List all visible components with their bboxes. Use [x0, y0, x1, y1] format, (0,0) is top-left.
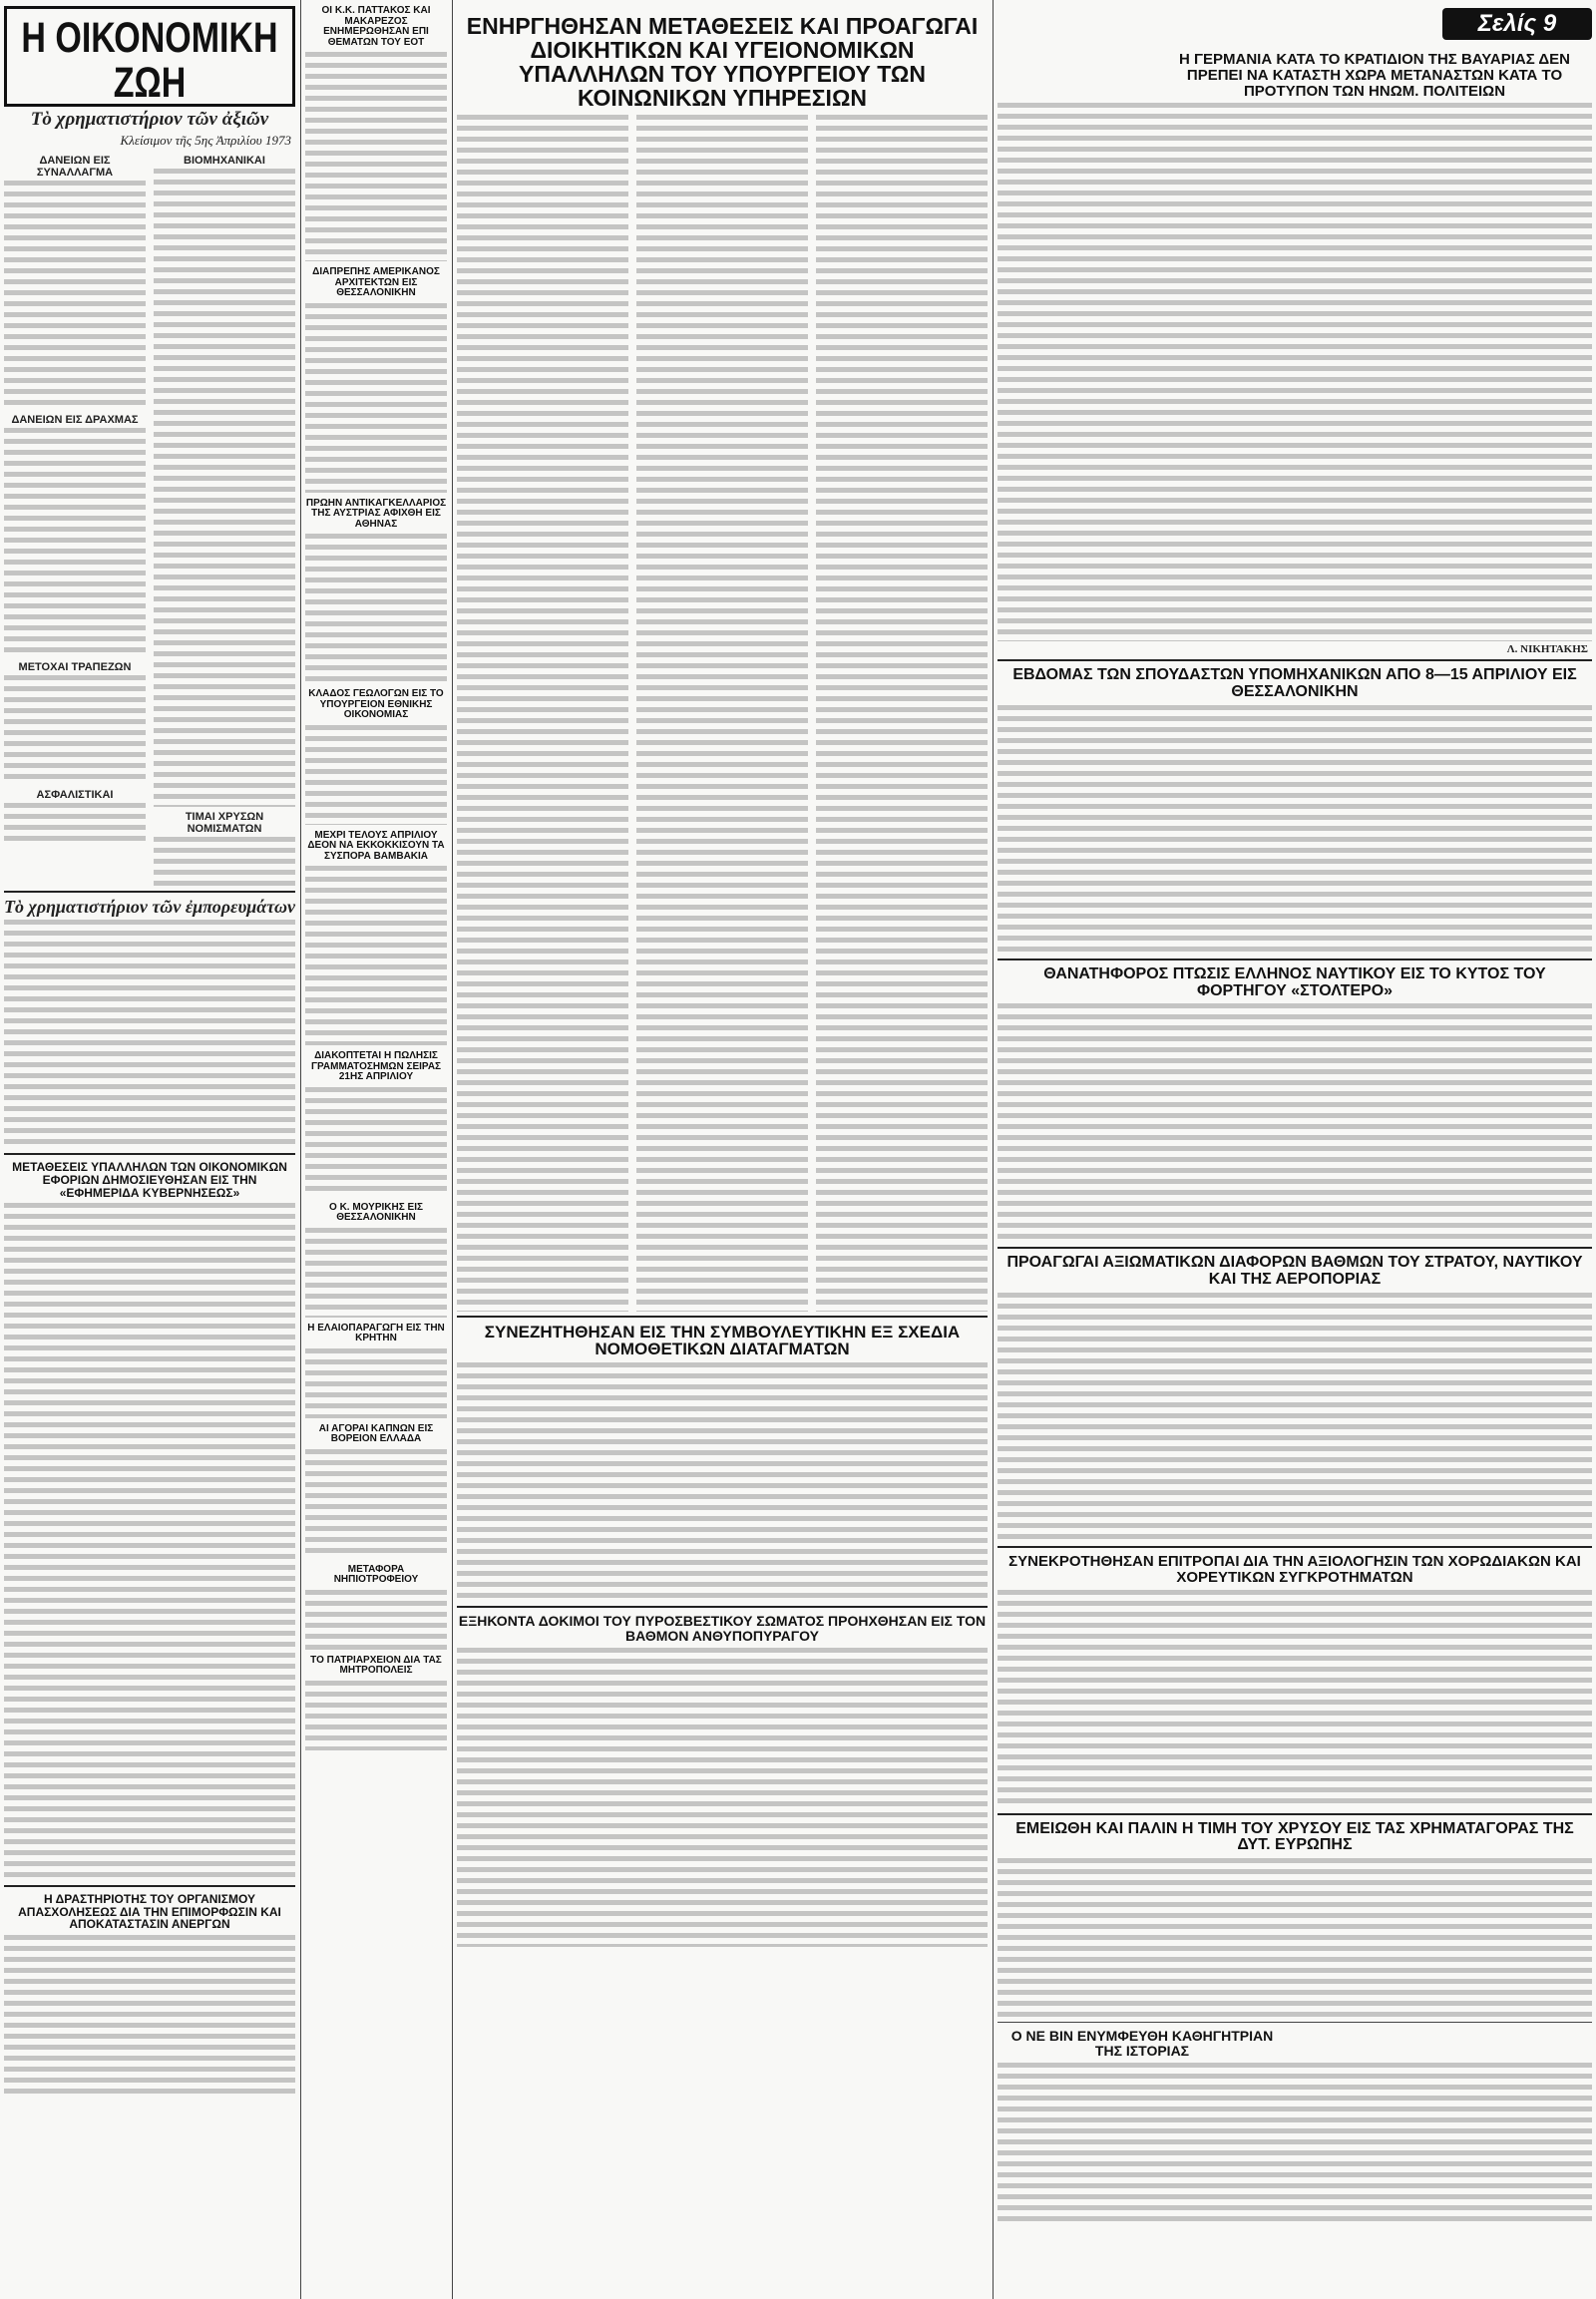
promotion-text	[994, 1293, 1596, 1542]
col2-article-10-text	[301, 1590, 451, 1650]
germany-text	[994, 103, 1596, 641]
banks-table	[0, 675, 150, 785]
col2-article-6-headline: ΔΙΑΚΟΠΤΕΤΑΙ Η ΠΩΛΗΣΙΣ ΓΡΑΜΜΑΤΟΣΗΜΩΝ ΣΕΙΡΑΣ 21ΗΣ ΑΠΡΙΛΙΟΥ	[310, 1050, 442, 1082]
col2-article-10-headline: ΜΕΤΑΦΟΡΑ ΝΗΠΙΟΤΡΟΦΕΙΟΥ	[333, 1563, 419, 1585]
col2-article-1-text	[301, 52, 451, 261]
choir-headline: ΣΥΝΕΚΡΟΤΗΘΗΣΑΝ ΕΠΙΤΡΟΠΑΙ ΔΙΑ ΤΗΝ ΑΞΙΟΛΟΓΗΣΙΝ ΤΩΝ ΧΟΡΩΔΙΑΚΩΝ ΚΑΙ ΧΟΡΕΥΤΙΚΩΝ ΣΥΓΚΡΟΤΗΜΑΤΩΝ	[1008, 1553, 1581, 1586]
left-article-2-text	[0, 1935, 299, 2095]
closing-date: Κλείσιμον τῆς 5ης Ἀπριλίου 1973	[120, 133, 291, 149]
main-article-text-2	[632, 115, 812, 1312]
loans-drachma-title: ΔΑΝΕΙΩΝ ΕΙΣ ΔΡΑΧΜΑΣ	[11, 414, 139, 427]
col2-article-8-text	[301, 1348, 451, 1418]
week-text	[994, 705, 1596, 955]
insurance-table	[0, 803, 150, 843]
page-number-badge: Σελίς 9	[1442, 8, 1592, 40]
col2-article-11-text	[301, 1681, 451, 1750]
col2-article-3-headline: ΠΡΩΗΝ ΑΝΤΙΚΑΓΚΕΛΛΑΡΙΟΣ ΤΗΣ ΑΥΣΤΡΙΑΣ ΑΦΙΧΘΗ ΕΙΣ ΑΘΗΝΑΣ	[305, 497, 447, 530]
insurance-title: ΑΣΦΑΛΙΣΤΙΚΑΙ	[36, 789, 114, 802]
loans-table	[0, 181, 150, 410]
economy-column	[0, 0, 299, 2299]
col2-article-7-headline: Ο Κ. ΜΟΥΡΙΚΗΣ ΕΙΣ ΘΕΣΣΑΛΟΝΙΚΗΝ	[329, 1201, 423, 1223]
col2-article-9-text	[301, 1449, 451, 1559]
fire-headline: ΕΞΗΚΟΝΤΑ ΔΟΚΙΜΟΙ ΤΟΥ ΠΥΡΟΣΒΕΣΤΙΚΟΥ ΣΩΜΑΤΟΣ ΠΡΟΗΧΘΗΣΑΝ ΕΙΣ ΤΟΝ ΒΑΘΜΟΝ ΑΝΘΥΠΟΠΥΡΑΓΟΥ	[458, 1613, 987, 1644]
col2-article-2-text	[301, 303, 451, 493]
main-article-text-3	[812, 115, 992, 1312]
week-headline: ΕΒΔΟΜΑΣ ΤΩΝ ΣΠΟΥΔΑΣΤΩΝ ΥΠΟΜΗΧΑΝΙΚΩΝ ΑΠΟ 8—15 ΑΠΡΙΛΙΟΥ ΕΙΣ ΘΕΣΣΑΛΟΝΙΚΗΝ	[1012, 666, 1577, 701]
museum-headline: Ο ΝΕ ΒΙΝ ΕΝΥΜΦΕΥΘΗ ΚΑΘΗΓΗΤΡΙΑΝ ΤΗΣ ΙΣΤΟΡΙΑΣ	[1010, 2028, 1274, 2059]
left-article-2-headline: Η ΔΡΑΣΤΗΡΙΟΤΗΣ ΤΟΥ ΟΡΓΑΝΙΣΜΟΥ ΑΠΑΣΧΟΛΗΣΕΩΣ ΔΙΑ ΤΗΝ ΕΠΙΜΟΡΦΩΣΙΝ ΚΑΙ ΑΠΟΚΑΤΑΣΤΑΣΙΝ ΑΝΕΡΓΩΝ	[18, 1892, 281, 1932]
col2-article-2-headline: ΔΙΑΠΡΕΠΗΣ ΑΜΕΡΙΚΑΝΟΣ ΑΡΧΙΤΕΚΤΩΝ ΕΙΣ ΘΕΣΣΑΛΟΝΙΚΗΝ	[312, 266, 440, 298]
industrial-table	[150, 169, 299, 807]
gold-text	[994, 1858, 1596, 2018]
right-column	[994, 0, 1596, 2299]
col2-article-6-text	[301, 1087, 451, 1197]
industrial-title: ΒΙΟΜΗΧΑΝΙΚΑΙ	[184, 155, 265, 168]
center-column	[453, 0, 992, 2299]
fire-text	[453, 1648, 992, 1947]
main-article-text-1	[453, 115, 632, 1312]
col2-article-7-text	[301, 1228, 451, 1318]
goods-title: Τὸ χρηματιστήριον τῶν ἐμπορευμάτων	[4, 897, 295, 918]
sailor-headline: ΘΑΝΑΤΗΦΟΡΟΣ ΠΤΩΣΙΣ ΕΛΛΗΝΟΣ ΝΑΥΤΙΚΟΥ ΕΙΣ ΤΟ ΚΥΤΟΣ ΤΟΥ ΦΟΡΤΗΓΟΥ «ΣΤΟΛΤΕΡΟ»	[1043, 964, 1546, 999]
col2-article-1-headline: ΟΙ Κ.Κ. ΠΑΤΤΑΚΟΣ ΚΑΙ ΜΑΚΑΡΕΖΟΣ ΕΝΗΜΕΡΩΘΗΣΑΝ ΕΠΙ ΘΕΜΑΤΩΝ ΤΟΥ ΕΟΤ	[321, 5, 431, 48]
col2-article-5-headline: ΜΕΧΡΙ ΤΕΛΟΥΣ ΑΠΡΙΛΙΟΥ ΔΕΟΝ ΝΑ ΕΚΚΟΚΚΙΣΟΥΝ ΤΑ ΣΥΣΠΟΡΑ ΒΑΜΒΑΚΙΑ	[307, 829, 445, 862]
sailor-text	[994, 1003, 1596, 1243]
choir-text	[994, 1590, 1596, 1809]
col2-article-4-text	[301, 725, 451, 825]
germany-headline: Η ΓΕΡΜΑΝΙΑ ΚΑΤΑ ΤΟ ΚΡΑΤΙΔΙΟΝ ΤΗΣ ΒΑΥΑΡΙΑΣ ΔΕΝ ΠΡΕΠΕΙ ΝΑ ΚΑΤΑΣΤΗ ΧΩΡΑ ΜΕΤΑΝΑΣΤΩΝ ΚΑΤΑ ΤΟ ΠΡΟΤΥΠΟΝ ΤΩΝ ΗΝΩΜ. ΠΟΛΙΤΕΙΩΝ	[1179, 51, 1570, 100]
col2-article-11-headline: ΤΟ ΠΑΤΡΙΑΡΧΕΙΟΝ ΔΙΑ ΤΑΣ ΜΗΤΡΟΠΟΛΕΙΣ	[310, 1654, 442, 1676]
promotion-headline: ΠΡΟΑΓΩΓΑΙ ΑΞΙΩΜΑΤΙΚΩΝ ΔΙΑΦΟΡΩΝ ΒΑΘΜΩΝ ΤΟΥ ΣΤΡΑΤΟΥ, ΝΑΥΤΙΚΟΥ ΚΑΙ ΤΗΣ ΑΕΡΟΠΟΡΙΑΣ	[1006, 1254, 1583, 1289]
short-news-column	[301, 0, 451, 2299]
germany-byline: Λ. ΝΙΚΗΤΑΚΗΣ	[1506, 643, 1588, 656]
gold-headline: ΕΜΕΙΩΘΗ ΚΑΙ ΠΑΛΙΝ Η ΤΙΜΗ ΤΟΥ ΧΡΥΣΟΥ ΕΙΣ ΤΑΣ ΧΡΗΜΑΤΑΓΟΡΑΣ ΤΗΣ ΔΥΤ. ΕΥΡΩΠΗΣ	[1015, 1819, 1574, 1854]
col2-article-5-text	[301, 866, 451, 1045]
drachma-table	[0, 428, 150, 657]
col2-article-3-text	[301, 534, 451, 683]
left-article-1-headline: ΜΕΤΑΘΕΣΕΙΣ ΥΠΑΛΛΗΛΩΝ ΤΩΝ ΟΙΚΟΝΟΜΙΚΩΝ ΕΦΟΡΙΩΝ ΔΗΜΟΣΙΕΥΘΗΣΑΝ ΕΙΣ ΤΗΝ «ΕΦΗΜΕΡΙΔΑ ΚΥΒΕΡΝΗΣΕΩΣ»	[12, 1160, 287, 1200]
left-article-1-text	[0, 1203, 299, 1881]
council-headline: ΣΥΝΕΖΗΤΗΘΗΣΑΝ ΕΙΣ ΤΗΝ ΣΥΜΒΟΥΛΕΥΤΙΚΗΝ ΕΞ ΣΧΕΔΙΑ ΝΟΜΟΘΕΤΙΚΩΝ ΔΙΑΤΑΓΜΑΤΩΝ	[484, 1322, 961, 1359]
banks-title: ΜΕΤΟΧΑΙ ΤΡΑΠΕΖΩΝ	[18, 661, 132, 674]
gold-table	[150, 837, 299, 887]
loans-table-title: ΔΑΝΕΙΩΝ ΕΙΣ ΣΥΝΑΛΛΑΓΜΑ	[36, 155, 114, 180]
museum-text	[994, 2063, 1596, 2222]
economy-masthead: Η ΟΙΚΟΝΟΜΙΚΗ ΖΩΗ	[21, 14, 278, 107]
main-headline: ΕΝΗΡΓΗΘΗΣΑΝ ΜΕΤΑΘΕΣΕΙΣ ΚΑΙ ΠΡΟΑΓΩΓΑΙ ΔΙΟΙΚΗΤΙΚΩΝ ΚΑΙ ΥΓΕΙΟΝΟΜΙΚΩΝ ΥΠΑΛΛΗΛΩΝ ΤΟΥ ΥΠΟΥΡΓΕΙΟΥ ΤΩΝ ΚΟΙΝΩΝΙΚΩΝ ΥΠΗΡΕΣΙΩΝ	[466, 13, 979, 112]
stocks-title: Τὸ χρηματιστήριον τῶν ἀξιῶν	[30, 109, 269, 131]
col2-article-4-headline: ΚΛΑΔΟΣ ΓΕΩΛΟΓΩΝ ΕΙΣ ΤΟ ΥΠΟΥΡΓΕΙΟΝ ΕΘΝΙΚΗΣ ΟΙΚΟΝΟΜΙΑΣ	[308, 688, 444, 720]
gold-title: ΤΙΜΑΙ ΧΡΥΣΩΝ ΝΟΜΙΣΜΑΤΩΝ	[185, 811, 264, 836]
col2-article-9-headline: ΑΙ ΑΓΟΡΑΙ ΚΑΠΝΩΝ ΕΙΣ ΒΟΡΕΙΟΝ ΕΛΛΑΔΑ	[318, 1422, 434, 1444]
col2-article-8-headline: Η ΕΛΑΙΟΠΑΡΑΓΩΓΗ ΕΙΣ ΤΗΝ ΚΡΗΤΗΝ	[307, 1322, 445, 1343]
goods-text	[0, 920, 299, 1149]
council-text	[453, 1362, 992, 1602]
